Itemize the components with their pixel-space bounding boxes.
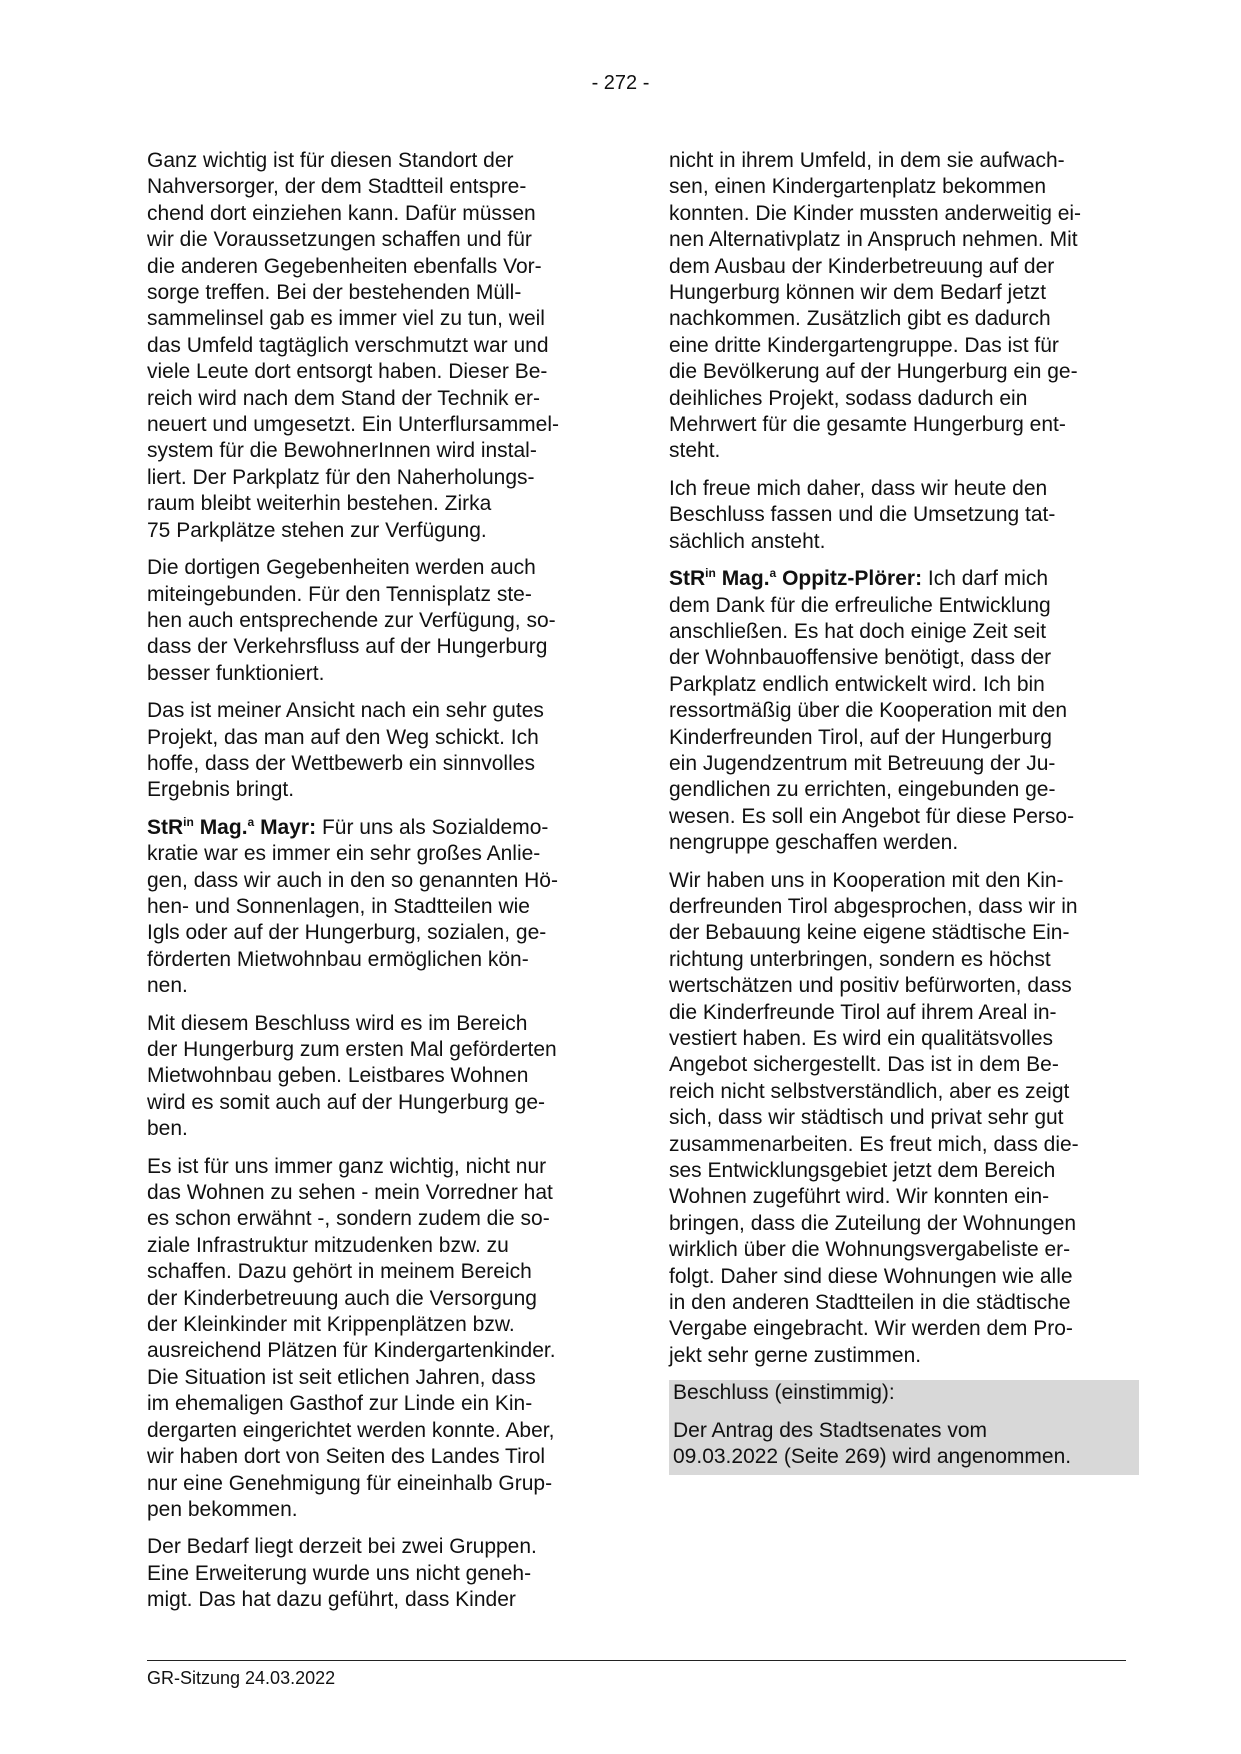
- text-line: sächlich ansteht.: [669, 529, 826, 553]
- text-line: chend dort einziehen kann. Dafür müssen: [147, 201, 536, 225]
- text-line: Projekt, das man auf den Weg schickt. Ich: [147, 725, 539, 749]
- text-line: konnten. Die Kinder mussten anderweitig ei-: [669, 201, 1082, 225]
- text-line: migt. Das hat dazu geführt, dass Kinder: [147, 1588, 516, 1612]
- text-line: eine dritte Kindergartengruppe. Das ist für: [669, 333, 1059, 357]
- text-line: raum bleibt weiterhin bestehen. Zirka: [147, 492, 492, 516]
- text-line: wir die Voraussetzungen schaffen und für: [147, 228, 532, 252]
- text-line: 09.03.2022 (Seite 269) wird angenommen.: [673, 1445, 1072, 1469]
- text-line: 75 Parkplätze stehen zur Verfügung.: [147, 518, 487, 542]
- paragraph: [147, 1534, 607, 1613]
- text-line: ausreichend Plätzen für Kindergartenkinder.: [147, 1339, 556, 1363]
- text-line: steht.: [669, 439, 721, 463]
- text-line: Das ist meiner Ansicht nach ein sehr gutes: [147, 699, 544, 723]
- text-line: Wir haben uns in Kooperation mit den Kin-: [669, 868, 1064, 892]
- text-line: nengruppe geschaffen werden.: [669, 831, 959, 855]
- text-line: der Bebauung keine eigene städtische Ein-: [669, 921, 1070, 945]
- text-line: miteingebunden. Für den Tennisplatz ste-: [147, 582, 532, 606]
- text-line: jekt sehr gerne zustimmen.: [669, 1343, 922, 1367]
- speaker-paragraph: StR$^{in}$ Mag.$^a$ Mayr: Für uns als Sozialdemo- kratie war es immer ein sehr großes Anlie- gen, dass wir auch in den so genannten Hö- hen- und Sonnenlagen, in Stadtteilen wie Igls oder auf der Hungerburg, sozialen, ge- förderten Mietwohnbau ermöglichen kön- nen.: [147, 815, 607, 1000]
- text-line: wesen. Es soll ein Angebot für diese Perso-: [669, 804, 1075, 828]
- text-line: ein Jugendzentrum mit Betreuung der Ju-: [669, 751, 1056, 775]
- text-line: der Kleinkinder mit Krippenplätzen bzw.: [147, 1313, 515, 1337]
- text-line: im ehemaligen Gasthof zur Linde ein Kin-: [147, 1392, 533, 1416]
- paragraph: [147, 555, 607, 687]
- text-line: reich wird nach dem Stand der Technik er-: [147, 386, 540, 410]
- text-line: bringen, dass die Zuteilung der Wohnungen: [669, 1211, 1077, 1235]
- left-column: [147, 148, 607, 1625]
- text-line: folgt. Daher sind diese Wohnungen wie alle: [669, 1264, 1073, 1288]
- text-line: Eine Erweiterung wurde uns nicht geneh-: [147, 1561, 532, 1585]
- text-line: liert. Der Parkplatz für den Naherholungs-: [147, 465, 535, 489]
- text-line: sen, einen Kindergartenplatz bekommen: [669, 175, 1047, 199]
- text-line: sammelinsel gab es immer viel zu tun, weil: [147, 307, 545, 331]
- text-line: kratie war es immer ein sehr großes Anlie-: [147, 842, 541, 866]
- text-line: pen bekommen.: [147, 1497, 298, 1521]
- text-line: richtung unterbringen, sondern es höchst: [669, 947, 1051, 971]
- text-line: das Umfeld tagtäglich verschmutzt war und: [147, 333, 549, 357]
- text-line: reich nicht selbstverständlich, aber es zeigt: [669, 1079, 1070, 1103]
- text-line: der Hungerburg zum ersten Mal geförderten: [147, 1038, 557, 1061]
- text-line: gen, dass wir auch in den so genannten Hö-: [147, 868, 558, 892]
- speaker-name: StR$^{in}$ Mag.$^a$ Oppitz-Plörer:: [669, 566, 923, 591]
- resolution-text: [673, 1418, 1135, 1471]
- text-line: nen.: [147, 974, 188, 998]
- text-line: das Wohnen zu sehen - mein Vorredner hat: [147, 1181, 553, 1205]
- text-line: der Kinderbetreuung auch die Versorgung: [147, 1286, 537, 1310]
- footer-session-date: GR-Sitzung 24.03.2022: [147, 1668, 336, 1688]
- text-line: ses Entwicklungsgebiet jetzt dem Bereich: [669, 1159, 1056, 1183]
- text-line: derfreunden Tirol abgesprochen, dass wir in: [669, 894, 1078, 918]
- text-line: sich, dass wir städtisch und privat sehr gut: [669, 1106, 1064, 1130]
- text-line: wird es somit auch auf der Hungerburg ge-: [147, 1090, 546, 1114]
- text-line: die anderen Gegebenheiten ebenfalls Vor-: [147, 254, 542, 278]
- text-line: viele Leute dort entsorgt haben. Dieser Be-: [147, 360, 548, 384]
- paragraph: [147, 1011, 607, 1143]
- footer-divider: [147, 1660, 1126, 1661]
- resolution-box: [669, 1380, 1139, 1474]
- text-line: Mehrwert für die gesamte Hungerburg ent-: [669, 413, 1066, 437]
- text-line: wir haben dort von Seiten des Landes Tirol: [147, 1445, 546, 1469]
- text-line: die Bevölkerung auf der Hungerburg ein ge-: [669, 360, 1078, 384]
- text-line: nachkommen. Zusätzlich gibt es dadurch: [669, 307, 1051, 331]
- text-line: Nahversorger, der dem Stadtteil entspre-: [147, 175, 527, 199]
- paragraph: [147, 698, 607, 804]
- text-line: deihliches Projekt, sodass dadurch ein: [669, 386, 1028, 410]
- text-line: nur eine Genehmigung für eineinhalb Grup-: [147, 1471, 553, 1495]
- page-number: - 272 -: [591, 72, 650, 94]
- text-line: Es ist für uns immer ganz wichtig, nicht nur: [147, 1154, 547, 1178]
- text-line: es schon erwähnt -, sondern zudem die so-: [147, 1207, 550, 1231]
- text-line: Wohnen zugeführt wird. Wir konnten ein-: [669, 1185, 1050, 1209]
- text-line: schaffen. Dazu gehört in meinem Bereich: [147, 1260, 532, 1284]
- text-line: Vergabe eingebracht. Wir werden dem Pro-: [669, 1317, 1073, 1341]
- text-line: sorge treffen. Bei der bestehenden Müll-: [147, 281, 522, 305]
- text-line: Angebot sichergestellt. Das ist in dem Be-: [669, 1053, 1059, 1077]
- text-line: nen Alternativplatz in Anspruch nehmen. Mit: [669, 228, 1078, 252]
- text-line: anschließen. Es hat doch einige Zeit seit: [669, 619, 1047, 643]
- text-line: dass der Verkehrsfluss auf der Hungerburg: [147, 635, 548, 659]
- text-line: nicht in ihrem Umfeld, in dem sie aufwach-: [669, 149, 1065, 172]
- text-line: dem Dank für die erfreuliche Entwicklung: [669, 593, 1051, 617]
- text-line: die Kinderfreunde Tirol auf ihrem Areal in-: [669, 1000, 1057, 1024]
- text-line: hen- und Sonnenlagen, in Stadtteilen wie: [147, 894, 530, 918]
- text-line: förderten Mietwohnbau ermöglichen kön-: [147, 947, 529, 971]
- resolution-heading: Beschluss (einstimmig):: [673, 1381, 895, 1405]
- text-line: system für die BewohnerInnen wird instal-: [147, 439, 537, 463]
- text-line: dem Ausbau der Kinderbetreuung auf der: [669, 254, 1055, 278]
- text-line: Der Bedarf liegt derzeit bei zwei Gruppen.: [147, 1535, 537, 1559]
- text-line: ben.: [147, 1117, 188, 1141]
- text-line: gendlichen zu errichten, eingebunden ge-: [669, 778, 1056, 802]
- text-line: Ergebnis bringt.: [147, 778, 295, 802]
- text-line: wertschätzen und positiv befürworten, dass: [669, 974, 1072, 998]
- text-line: Die Situation ist seit etlichen Jahren, dass: [147, 1365, 536, 1389]
- text-line: Der Antrag des Stadtsenates vom: [673, 1418, 988, 1442]
- text-line: ressortmäßig über die Kooperation mit den: [669, 699, 1068, 723]
- text-line: dergarten eingerichtet werden konnte. Aber,: [147, 1418, 555, 1442]
- paragraph: [147, 148, 607, 544]
- text-line: besser funktioniert.: [147, 661, 325, 685]
- text-line: zusammenarbeiten. Es freut mich, dass die-: [669, 1132, 1079, 1156]
- text-line: neuert und umgesetzt. Ein Unterflursammel-: [147, 413, 560, 437]
- right-column: [669, 148, 1139, 1475]
- text-line: Die dortigen Gegebenheiten werden auch: [147, 556, 536, 580]
- text-line: Ganz wichtig ist für diesen Standort der: [147, 149, 514, 172]
- text-line: Mietwohnbau geben. Leistbares Wohnen: [147, 1064, 529, 1088]
- text-line: der Wohnbauoffensive benötigt, dass der: [669, 646, 1052, 670]
- text-line: vestiert haben. Es wird ein qualitätsvolles: [669, 1027, 1054, 1050]
- text-line: ziale Infrastruktur mitzudenken bzw. zu: [147, 1233, 509, 1257]
- paragraph: [669, 148, 1139, 465]
- text-line: Parkplatz endlich entwickelt wird. Ich bin: [669, 672, 1045, 696]
- text-line: Ich freue mich daher, dass wir heute den: [669, 476, 1048, 500]
- paragraph: [147, 1154, 607, 1524]
- paragraph: [669, 868, 1139, 1370]
- text-line: Hungerburg können wir dem Bedarf jetzt: [669, 281, 1047, 305]
- text-line: in den anderen Stadtteilen in die städtische: [669, 1291, 1071, 1315]
- text-line: Mit diesem Beschluss wird es im Bereich: [147, 1011, 528, 1035]
- text-line: hoffe, dass der Wettbewerb ein sinnvolles: [147, 751, 535, 775]
- speaker-paragraph: StR$^{in}$ Mag.$^a$ Oppitz-Plörer: Ich darf mich dem Dank für die erfreuliche Entwicklung anschließen. Es hat doch einige Zeit seit der Wohnbauoffensive benötigt, dass der Parkplatz endlich entwickelt wird. Ich bin ressortmäßig über die Kooperation mit den Kinderfreunden Tirol, auf der Hungerburg ein Jugendzentrum mit Betreuung der Ju- gendlichen zu errichten, eingebunden ge- wesen. Es soll ein Angebot für diese Perso- nengruppe geschaffen werden.: [669, 566, 1139, 856]
- text-line: wirklich über die Wohnungsvergabeliste er-: [669, 1238, 1071, 1262]
- text-line: Beschluss fassen und die Umsetzung tat-: [669, 503, 1056, 527]
- text-line: Igls oder auf der Hungerburg, sozialen, ge-: [147, 921, 547, 945]
- text-line: Kinderfreunden Tirol, auf der Hungerburg: [669, 725, 1052, 749]
- paragraph: [669, 476, 1139, 555]
- text-line: hen auch entsprechende zur Verfügung, so-: [147, 608, 556, 632]
- speaker-name: StR$^{in}$ Mag.$^a$ Mayr:: [147, 814, 317, 839]
